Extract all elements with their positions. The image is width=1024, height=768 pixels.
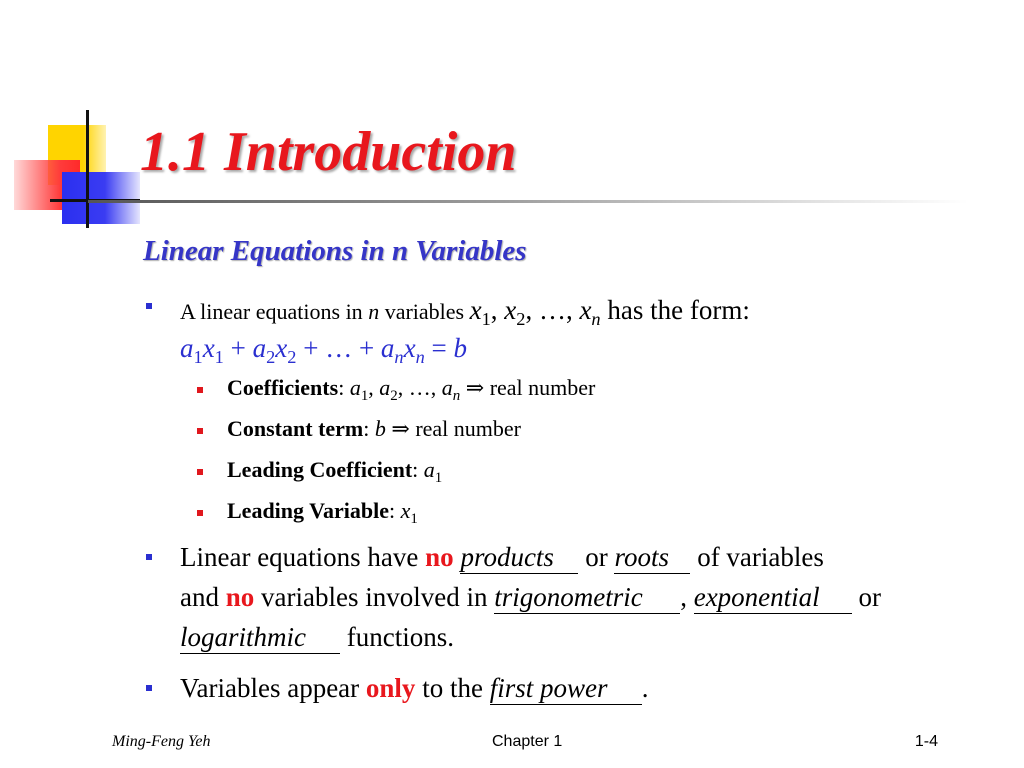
general-linear-equation: $a_1x_1 + a_2x_2$ + … + $a_nx_n = b$ bbox=[180, 333, 468, 367]
bullet-square-icon bbox=[197, 387, 203, 393]
decorative-logo bbox=[0, 0, 140, 240]
bullet-square-icon bbox=[146, 685, 152, 691]
bullet-square-icon bbox=[197, 510, 203, 516]
bullet-square-icon bbox=[197, 469, 203, 475]
title-divider bbox=[88, 200, 968, 203]
bullet2-line3: logarithmic functions. bbox=[180, 622, 454, 652]
bullet-text: A linear equations in n variables $x_1$, $x_2$, …, $x_n$ has the form: bbox=[180, 295, 750, 329]
bullet2-line2: and no variables involved in trigonometric , exponential or bbox=[180, 582, 881, 612]
slide-title: 1.1 Introduction bbox=[140, 121, 517, 183]
logo-vertical-line bbox=[86, 110, 89, 228]
bullet-square-icon bbox=[146, 554, 152, 560]
bullet-linear-form bbox=[180, 290, 940, 330]
bullet-square-icon bbox=[146, 303, 152, 309]
subbullet-leading-coefficient: Leading Coefficient: $a_1$ bbox=[227, 456, 442, 484]
subbullet-coefficients: Coefficients: $a_1$, $a_2$, …, $a_n$ ⇒ real number bbox=[227, 374, 595, 402]
subbullet-constant-term: Constant term: b ⇒ real number bbox=[227, 415, 521, 443]
bullet-no-products bbox=[180, 537, 990, 657]
bullet2-line1: Linear equations have no products or roots of variables bbox=[180, 542, 824, 572]
bullet-square-icon bbox=[197, 428, 203, 434]
slide-subtitle: Linear Equations in n Variables bbox=[143, 235, 527, 267]
footer-page-number: 1-4 bbox=[914, 733, 938, 750]
footer-chapter: Chapter 1 bbox=[492, 733, 563, 750]
blue-square bbox=[62, 172, 140, 224]
bullet-first-power: Variables appear only to the first power . bbox=[180, 668, 940, 708]
subbullet-leading-variable: Leading Variable: $x_1$ bbox=[227, 497, 418, 525]
footer-author: Ming-Feng Yeh bbox=[112, 733, 211, 750]
